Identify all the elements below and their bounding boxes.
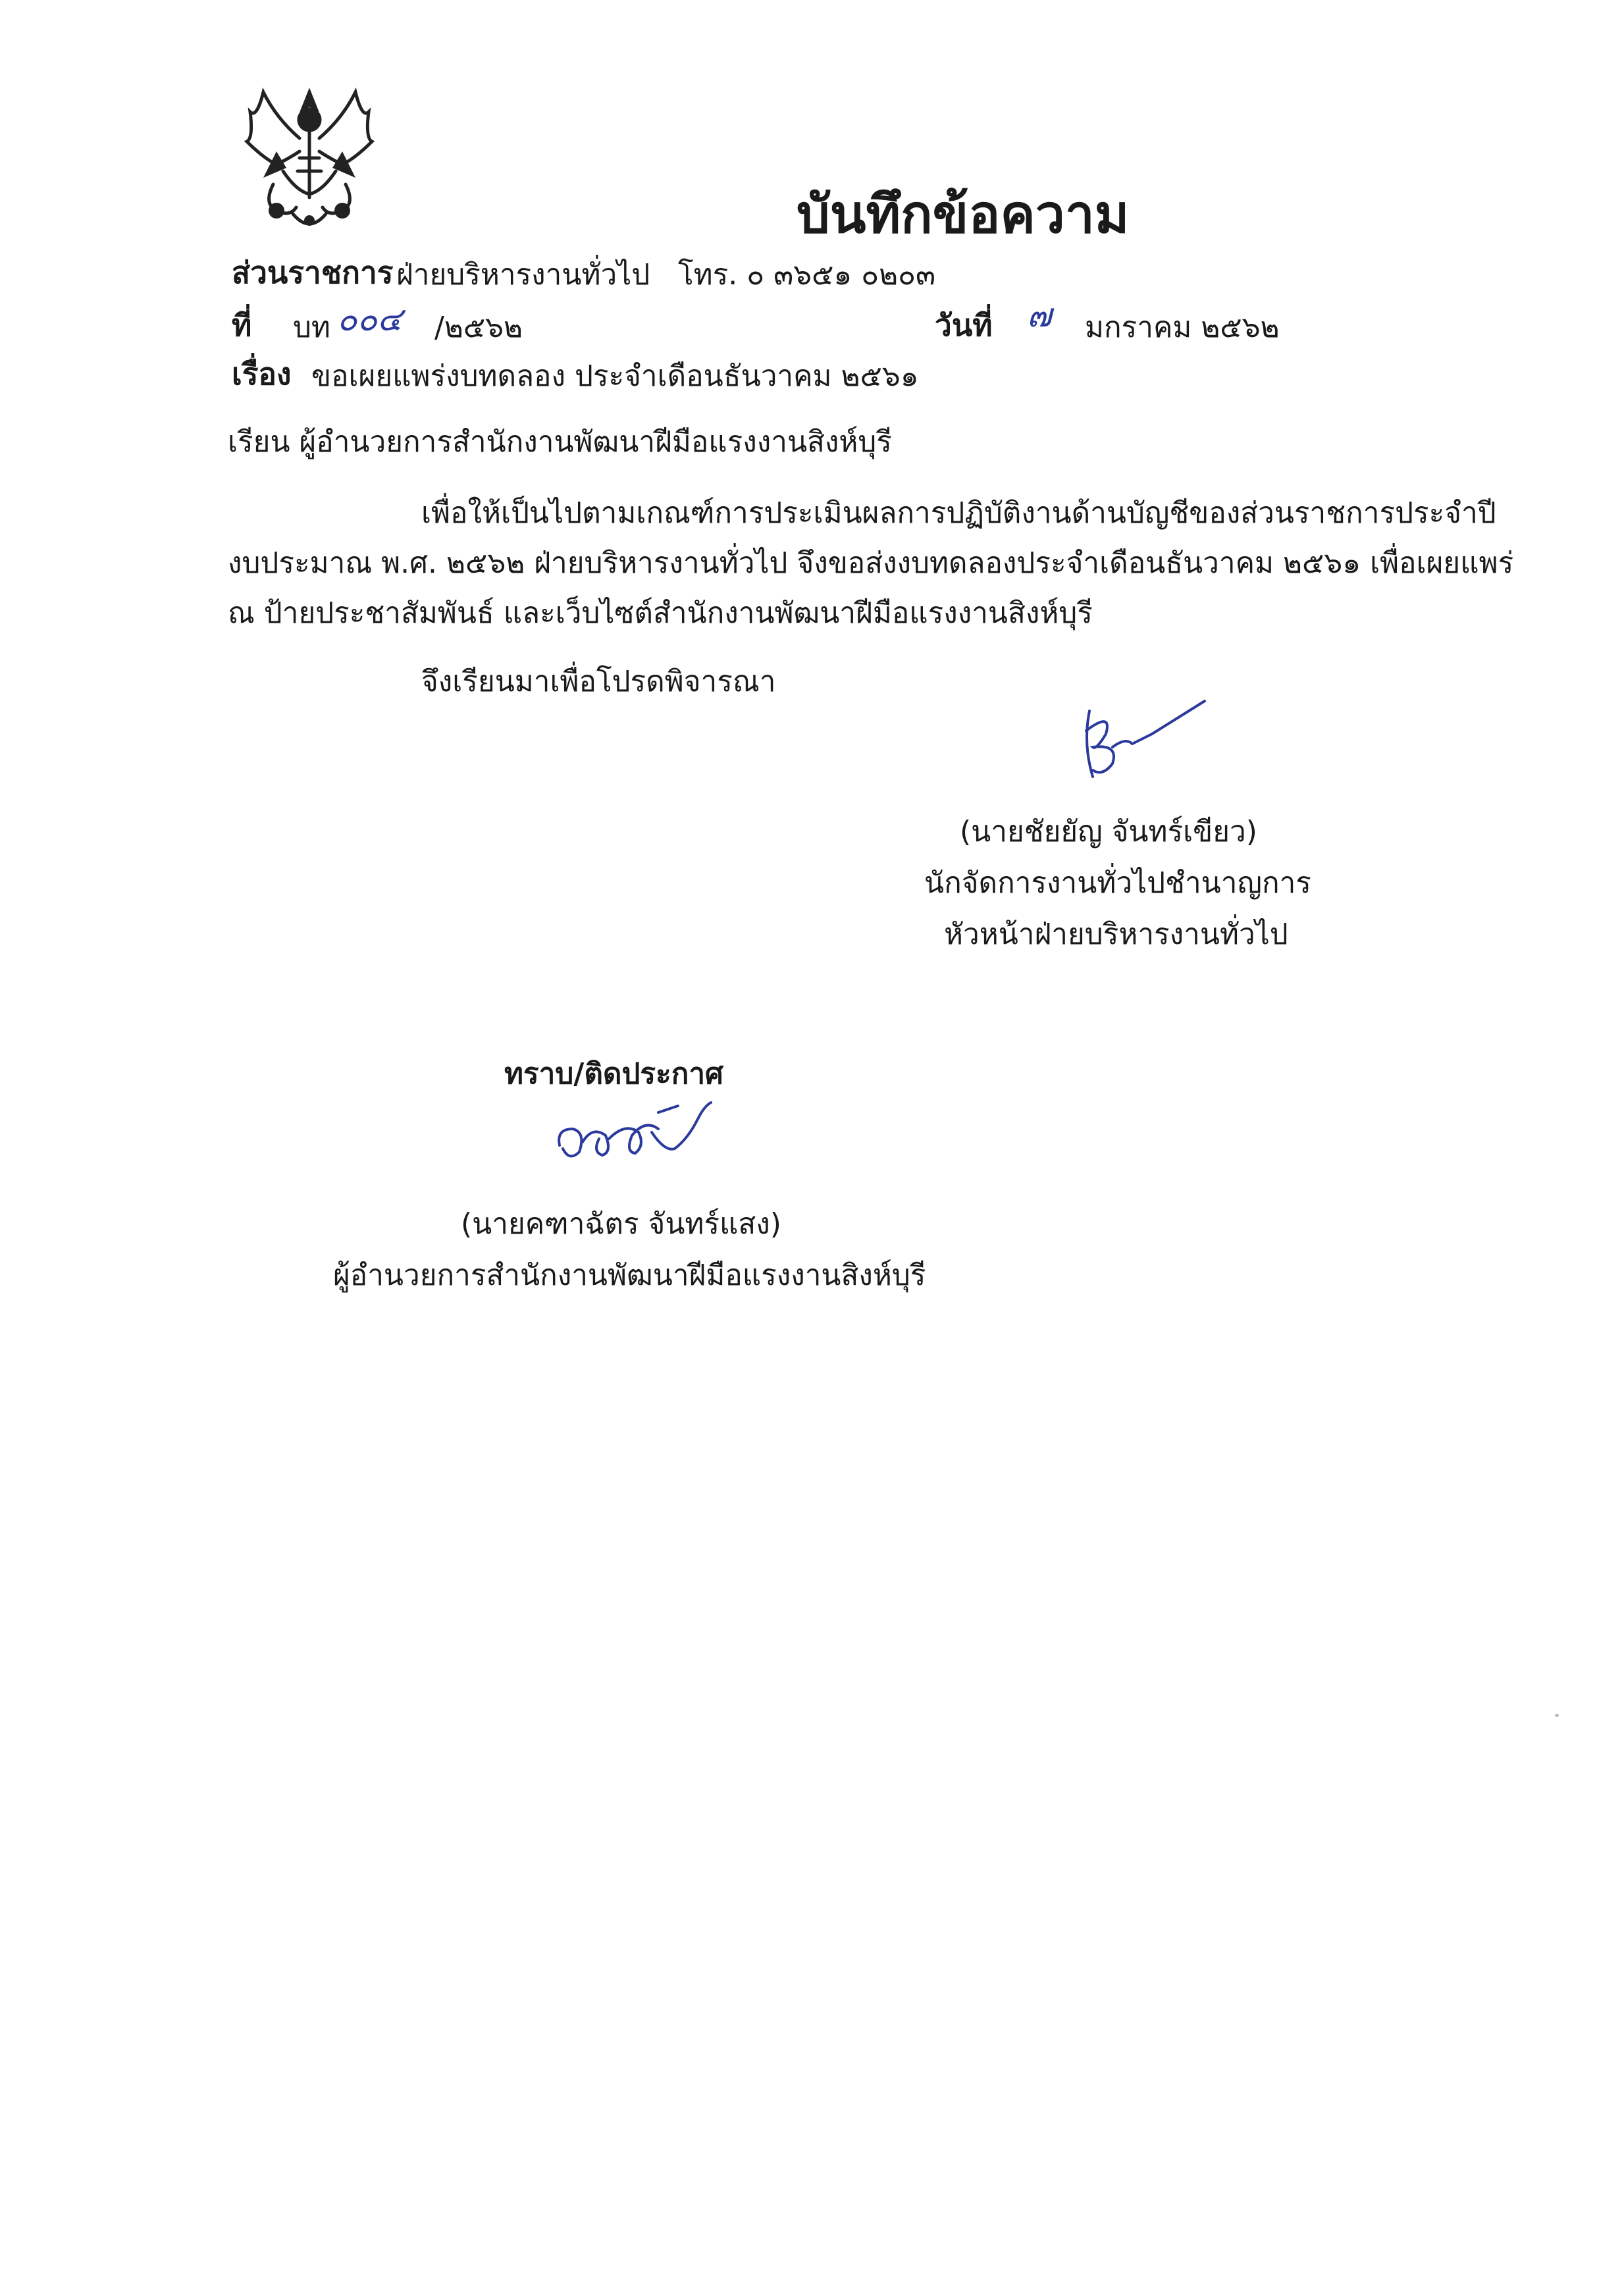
subject-label: เรื่อง <box>232 356 292 392</box>
closing-line: จึงเรียนมาเพื่อโปรดพิจารณา <box>421 665 776 698</box>
document-number-label: ที่ <box>232 307 252 343</box>
phone-number: โทร. ๐ ๓๖๕๑ ๐๒๐๓ <box>678 258 936 292</box>
document-number-prefix: บท <box>293 311 330 344</box>
body-paragraph-line: งบประมาณ พ.ศ. ๒๕๖๒ ฝ่ายบริหารงานทั่วไป จึงขอส่งงบทดลองประจำเดือนธันวาคม ๒๕๖๑ เพื่อเผยแพร่ <box>228 546 1514 580</box>
department-value: ฝ่ายบริหารงานทั่วไป <box>396 258 650 292</box>
approver-position: ผู้อำนวยการสำนักงานพัฒนาฝีมือแรงงานสิงห์บุรี <box>333 1259 926 1292</box>
date-month-year: มกราคม ๒๕๖๒ <box>1085 311 1280 344</box>
document-title: บันทึกข้อความ <box>797 184 1130 245</box>
scan-artifact <box>1555 1714 1559 1717</box>
date-label: วันที่ <box>935 307 993 343</box>
addressee-line: เรียน ผู้อำนวยการสำนักงานพัฒนาฝีมือแรงงานสิงห์บุรี <box>228 425 892 459</box>
body-paragraph-line: ณ ป้ายประชาสัมพันธ์ และเว็บไซต์สำนักงานพัฒนาฝีมือแรงงานสิงห์บุรี <box>228 596 1093 630</box>
subject-value: ขอเผยแพร่งบทดลอง ประจำเดือนธันวาคม ๒๕๖๑ <box>311 359 919 393</box>
date-day-handwritten: ๗ <box>1027 296 1052 334</box>
acknowledgement-label: ทราบ/ติดประกาศ <box>504 1057 723 1091</box>
document-number-year: /๒๕๖๒ <box>434 311 523 344</box>
document-number-handwritten: ๐๐๔ <box>337 300 402 338</box>
signer-position: หัวหน้าฝ่ายบริหารงานทั่วไป <box>944 918 1288 951</box>
handwritten-signature-icon <box>546 1093 731 1178</box>
signer-name: (นายชัยยัญ จันทร์เขียว) <box>960 815 1257 848</box>
handwritten-signature-icon <box>1066 685 1211 790</box>
approver-name: (นายคฑาฉัตร จันทร์แสง) <box>461 1207 781 1241</box>
signer-position: นักจัดการงานทั่วไปชำนาญการ <box>924 866 1311 900</box>
body-paragraph-line: เพื่อให้เป็นไปตามเกณฑ์การประเมินผลการปฏิบัติงานด้านบัญชีของส่วนราชการประจำปี <box>421 496 1496 530</box>
department-label: ส่วนราชการ <box>232 255 394 290</box>
garuda-emblem-icon <box>237 79 382 244</box>
